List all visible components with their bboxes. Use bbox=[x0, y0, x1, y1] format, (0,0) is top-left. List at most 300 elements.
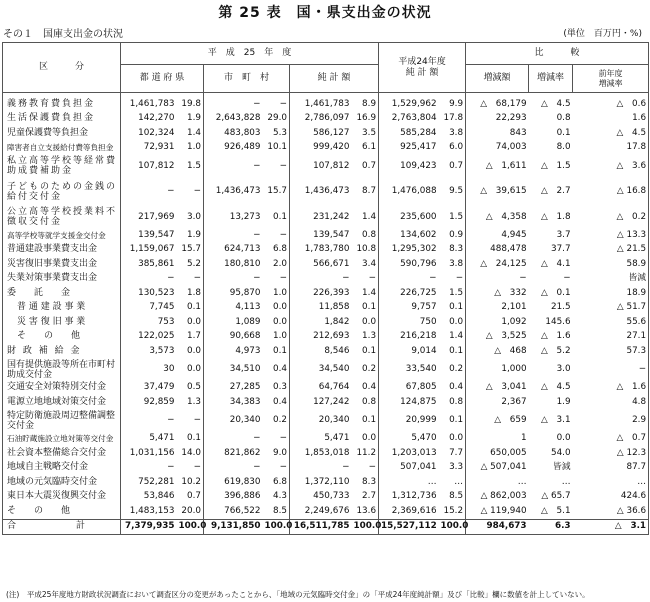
table-cell: △ 3,525 bbox=[466, 330, 529, 345]
table-cell: 55.6 bbox=[573, 315, 649, 330]
table-cell: 0.9 bbox=[449, 229, 464, 240]
table-cell: △ 468 bbox=[466, 344, 529, 359]
table-row bbox=[3, 315, 649, 330]
table-cell: △ 1.8 bbox=[541, 211, 571, 222]
table-cell: 139,547 bbox=[290, 228, 352, 243]
table-cell: 3.0 bbox=[556, 364, 571, 374]
table-cell: 1.7 bbox=[187, 331, 201, 342]
table-cell: 20.0 bbox=[181, 505, 201, 516]
table-cell: △ 0.6 bbox=[573, 93, 649, 112]
table-row bbox=[3, 228, 649, 243]
header-net: 純 計 額 bbox=[290, 65, 379, 93]
table-cell: 90,668 bbox=[204, 330, 263, 345]
table-cell: − bbox=[121, 461, 177, 476]
table-cell: 586,127 bbox=[290, 126, 352, 141]
row-label: 電源立地地域対策交付金 bbox=[3, 395, 121, 410]
table-cell: 53,846 bbox=[121, 490, 177, 505]
table-cell: △ 65.7 bbox=[541, 491, 571, 502]
table-cell: 753 bbox=[121, 315, 177, 330]
table-cell: 18.9 bbox=[573, 286, 649, 301]
table-cell: 483,803 bbox=[204, 126, 263, 141]
table-cell: 145.6 bbox=[545, 316, 571, 327]
table-cell: 0.1 bbox=[273, 345, 287, 356]
table-cell: 130,523 bbox=[121, 286, 177, 301]
table-cell: 0.0 bbox=[187, 345, 201, 356]
table-cell: − bbox=[279, 273, 287, 284]
table-cell: 1.4 bbox=[449, 331, 464, 342]
table-cell: 30 bbox=[121, 359, 177, 381]
table-cell: 100.0 bbox=[352, 519, 379, 535]
table-cell: 566,671 bbox=[290, 257, 352, 272]
row-label: 高等学校等就学支援金交付金 bbox=[3, 228, 121, 243]
table-cell: 450,733 bbox=[290, 490, 352, 505]
table-cell: 624,713 bbox=[204, 243, 263, 258]
table-cell: △ 1.6 bbox=[573, 381, 649, 396]
table-row bbox=[3, 475, 649, 490]
table-cell: − bbox=[279, 462, 287, 473]
row-label: 特定防衛施設周辺整備調整交付金 bbox=[3, 410, 121, 432]
table-cell: 7,379,935 bbox=[121, 519, 177, 535]
table-cell: 11.2 bbox=[356, 447, 377, 458]
table-cell: 11,858 bbox=[290, 301, 352, 316]
table-row bbox=[3, 272, 649, 287]
header-rate: 増減率 bbox=[529, 65, 573, 93]
table-cell: 0.4 bbox=[273, 396, 287, 407]
table-cell: 1,089 bbox=[204, 315, 263, 330]
table-cell: 1.3 bbox=[187, 396, 201, 407]
table-row bbox=[3, 257, 649, 272]
table-cell: 1,476,088 bbox=[379, 177, 439, 206]
table-cell: − bbox=[193, 273, 201, 284]
table-cell: 1,159,067 bbox=[121, 243, 177, 258]
table-cell: 4.8 bbox=[573, 395, 649, 410]
table-cell: △ 4.1 bbox=[541, 258, 571, 269]
table-cell: 1.5 bbox=[187, 160, 201, 171]
table-cell: 0.7 bbox=[362, 160, 377, 171]
row-label: 私立高等学校等経常費助成費補助金 bbox=[3, 155, 121, 177]
table-cell: 216,218 bbox=[379, 330, 439, 345]
table-cell: 0.1 bbox=[273, 211, 287, 222]
row-label: 石油貯蔵施設立地対策等交付金 bbox=[3, 432, 121, 447]
table-cell: − bbox=[204, 93, 263, 112]
table-cell: … bbox=[379, 475, 439, 490]
unit-note: (単位 百万円・%) bbox=[563, 29, 642, 39]
table-cell: 34,510 bbox=[204, 359, 263, 381]
table-cell: △ 5.2 bbox=[541, 345, 571, 356]
table-cell: 2,249,676 bbox=[290, 504, 352, 519]
table-cell: 20,340 bbox=[290, 410, 352, 432]
table-row bbox=[3, 286, 649, 301]
table-cell: 92,859 bbox=[121, 395, 177, 410]
table-cell: 58.9 bbox=[573, 257, 649, 272]
table-cell: △ 4.5 bbox=[541, 98, 571, 109]
table-cell: 235,600 bbox=[379, 206, 439, 228]
table-cell: △ 4.5 bbox=[573, 126, 649, 141]
table-cell: 19.8 bbox=[181, 98, 201, 109]
table-cell: 9.5 bbox=[449, 186, 464, 196]
row-label: 義務教育費負担金 bbox=[3, 93, 121, 112]
table-row bbox=[3, 395, 649, 410]
table-cell: − bbox=[379, 272, 439, 287]
table-cell: 0.0 bbox=[187, 364, 201, 374]
table-cell: 1.9 bbox=[556, 396, 571, 407]
table-cell: − bbox=[466, 272, 529, 287]
table-cell: 1,853,018 bbox=[290, 446, 352, 461]
table-cell: △ 4,358 bbox=[466, 206, 529, 228]
table-cell: 0.1 bbox=[187, 433, 201, 444]
table-cell: 16.9 bbox=[356, 113, 377, 124]
table-cell: 226,725 bbox=[379, 286, 439, 301]
table-cell: 0.2 bbox=[362, 364, 377, 374]
table-cell: 107,812 bbox=[121, 155, 177, 177]
table-row bbox=[3, 461, 649, 476]
table-cell: 6.0 bbox=[449, 142, 464, 153]
table-cell: − bbox=[279, 160, 287, 171]
table-cell: − bbox=[279, 433, 287, 444]
table-cell: 2,786,097 bbox=[290, 112, 352, 127]
table-cell: △ 4.5 bbox=[541, 382, 571, 393]
row-label: 国有提供施設等所在市町村助成交付金 bbox=[3, 359, 121, 381]
table-cell: − bbox=[368, 462, 377, 473]
table-cell: 5,471 bbox=[290, 432, 352, 447]
table-cell: 6.3 bbox=[529, 519, 573, 535]
table-cell: △ 24,125 bbox=[466, 257, 529, 272]
table-cell: 15.2 bbox=[443, 505, 464, 516]
table-cell: 3.0 bbox=[187, 211, 201, 222]
table-cell: 20,340 bbox=[204, 410, 263, 432]
table-cell: 0.1 bbox=[449, 415, 464, 425]
table-cell: 107,812 bbox=[290, 155, 352, 177]
table-cell: △ 21.5 bbox=[573, 243, 649, 258]
table-cell: 142,270 bbox=[121, 112, 177, 127]
table-cell: 0.0 bbox=[187, 316, 201, 327]
table-cell: 9,757 bbox=[379, 301, 439, 316]
table-cell: 37,479 bbox=[121, 381, 177, 396]
table-cell: 95,870 bbox=[204, 286, 263, 301]
table-cell: 1,461,783 bbox=[290, 93, 352, 112]
table-cell: 2,367 bbox=[466, 395, 529, 410]
table-cell: 2.0 bbox=[273, 258, 287, 269]
row-label: 災害復旧事業費支出金 bbox=[3, 257, 121, 272]
table-cell: 0.8 bbox=[556, 113, 571, 124]
table-cell: 4.3 bbox=[273, 491, 287, 502]
table-cell: 0.0 bbox=[362, 316, 377, 327]
table-cell: 0.3 bbox=[273, 382, 287, 393]
table-cell: 396,886 bbox=[204, 490, 263, 505]
table-cell: 1,529,962 bbox=[379, 93, 439, 112]
table-cell: 821,862 bbox=[204, 446, 263, 461]
table-cell: 0.1 bbox=[187, 302, 201, 313]
table-cell: 585,284 bbox=[379, 126, 439, 141]
table-cell: 15,527,112 bbox=[379, 519, 439, 535]
table-row bbox=[3, 381, 649, 396]
table-cell: 8.9 bbox=[362, 98, 377, 109]
table-cell: △ 39,615 bbox=[466, 177, 529, 206]
table-cell: 6.8 bbox=[273, 476, 287, 487]
table-cell: 4,973 bbox=[204, 344, 263, 359]
table-cell: 7.7 bbox=[449, 447, 464, 458]
table-cell: − bbox=[193, 462, 201, 473]
table-cell: 2,101 bbox=[466, 301, 529, 316]
table-cell: 124,875 bbox=[379, 395, 439, 410]
table-cell: 29.0 bbox=[267, 113, 287, 124]
table-cell: 0.1 bbox=[449, 302, 464, 313]
table-cell: 37.7 bbox=[550, 244, 571, 255]
table-cell: − bbox=[121, 410, 177, 432]
table-row bbox=[3, 359, 649, 381]
table-cell: 8.5 bbox=[273, 505, 287, 516]
table-cell: 925,417 bbox=[379, 141, 439, 156]
table-cell: 424.6 bbox=[573, 490, 649, 505]
table-cell: △ 3.1 bbox=[573, 519, 649, 535]
table-row bbox=[3, 243, 649, 258]
table-cell: 3.7 bbox=[556, 229, 571, 240]
row-label: 児童保護費等負担金 bbox=[3, 126, 121, 141]
table-row bbox=[3, 112, 649, 127]
table-cell: 54.0 bbox=[550, 447, 571, 458]
table-cell: 64,764 bbox=[290, 381, 352, 396]
table-cell: △ 3.1 bbox=[541, 415, 571, 425]
header-prefecture: 都 道 府 県 bbox=[121, 65, 204, 93]
table-cell: 1,842 bbox=[290, 315, 352, 330]
table-cell: 100.0 bbox=[439, 519, 466, 535]
table-cell: 5.3 bbox=[273, 127, 287, 138]
table-cell: 0.7 bbox=[187, 491, 201, 502]
header-h25: 平 成 25 年 度 bbox=[121, 43, 379, 65]
table-cell: 皆減 bbox=[573, 272, 649, 287]
table-cell: △ 36.6 bbox=[573, 504, 649, 519]
table-cell: … bbox=[573, 475, 649, 490]
table-cell: 1.4 bbox=[362, 287, 377, 298]
table-cell: − bbox=[193, 415, 201, 425]
table-row bbox=[3, 141, 649, 156]
table-cell: 2,763,804 bbox=[379, 112, 439, 127]
table-cell: 0.8 bbox=[362, 229, 377, 240]
header-municipality: 市 町 村 bbox=[204, 65, 290, 93]
table-subtitle: その１ 国庫支出金の状況 bbox=[3, 29, 123, 40]
total-row bbox=[3, 519, 649, 535]
header-h24: 平成24年度 純 計 額 bbox=[379, 43, 466, 93]
table-cell: △ 12.3 bbox=[573, 446, 649, 461]
table-cell: 27.1 bbox=[573, 330, 649, 345]
table-cell: 1,483,153 bbox=[121, 504, 177, 519]
table-cell: 8.3 bbox=[449, 244, 464, 255]
table-cell: 139,547 bbox=[121, 228, 177, 243]
table-row bbox=[3, 432, 649, 447]
table-cell: △ 1,611 bbox=[466, 155, 529, 177]
table-cell: − bbox=[368, 273, 377, 284]
table-cell: 1,031,156 bbox=[121, 446, 177, 461]
row-label: 子どものための金銭の給付交付金 bbox=[3, 177, 121, 206]
table-cell: 7,745 bbox=[121, 301, 177, 316]
table-cell: − bbox=[204, 155, 263, 177]
table-cell: 4,113 bbox=[204, 301, 263, 316]
table-cell: 1,783,780 bbox=[290, 243, 352, 258]
table-cell: 122,025 bbox=[121, 330, 177, 345]
table-cell: 3,573 bbox=[121, 344, 177, 359]
table-cell: 34,540 bbox=[290, 359, 352, 381]
table-row bbox=[3, 126, 649, 141]
table-cell: 766,522 bbox=[204, 504, 263, 519]
table-cell: 0.7 bbox=[449, 160, 464, 171]
table-cell: 3.8 bbox=[449, 127, 464, 138]
table-cell: 0.4 bbox=[273, 364, 287, 374]
table-cell: 5,470 bbox=[379, 432, 439, 447]
table-cell: △ 1.6 bbox=[541, 331, 571, 342]
table-cell: 0.4 bbox=[362, 382, 377, 393]
table-cell: 87.7 bbox=[573, 461, 649, 476]
table-cell: 212,693 bbox=[290, 330, 352, 345]
table-cell: 1.4 bbox=[187, 127, 201, 138]
table-cell: 999,420 bbox=[290, 141, 352, 156]
table-cell: 8.7 bbox=[362, 186, 377, 196]
table-cell: 0.1 bbox=[362, 302, 377, 313]
table-cell: 752,281 bbox=[121, 475, 177, 490]
table-cell: − bbox=[290, 461, 352, 476]
table-cell: 10.2 bbox=[181, 476, 201, 487]
table-cell: 17.8 bbox=[443, 113, 464, 124]
table-cell: 231,242 bbox=[290, 206, 352, 228]
table-row bbox=[3, 410, 649, 432]
table-cell: − bbox=[204, 432, 263, 447]
table-cell: 217,969 bbox=[121, 206, 177, 228]
table-cell: 6.8 bbox=[273, 244, 287, 255]
table-cell: 15.7 bbox=[267, 186, 287, 196]
table-cell: − bbox=[121, 272, 177, 287]
table-cell: − bbox=[193, 186, 201, 196]
table-cell: △ 507,041 bbox=[466, 461, 529, 476]
table-cell: △ 1.5 bbox=[541, 160, 571, 171]
table-cell: 16,511,785 bbox=[290, 519, 352, 535]
table-cell: 1.5 bbox=[449, 287, 464, 298]
table-row bbox=[3, 93, 649, 112]
table-row bbox=[3, 446, 649, 461]
table-cell: 2,643,828 bbox=[204, 112, 263, 127]
table-cell: 0.0 bbox=[449, 316, 464, 327]
table-cell: 984,673 bbox=[466, 519, 529, 535]
table-cell: 20,999 bbox=[379, 410, 439, 432]
table-cell: 21.5 bbox=[550, 302, 571, 313]
table-cell: 1.0 bbox=[273, 331, 287, 342]
table-cell: 1,372,110 bbox=[290, 475, 352, 490]
table-cell: − bbox=[573, 359, 649, 381]
row-label: 災 害 復 旧 事 業 bbox=[3, 315, 121, 330]
table-cell: 1.9 bbox=[187, 229, 201, 240]
table-cell: 33,540 bbox=[379, 359, 439, 381]
table-cell: 619,830 bbox=[204, 475, 263, 490]
table-cell: 385,861 bbox=[121, 257, 177, 272]
table-cell: 1.0 bbox=[187, 142, 201, 153]
table-cell: △ 0.2 bbox=[573, 206, 649, 228]
table-cell: − bbox=[204, 461, 263, 476]
table-cell: − bbox=[563, 273, 571, 284]
table-cell: 926,489 bbox=[204, 141, 263, 156]
row-label: 地域の元気臨時交付金 bbox=[3, 475, 121, 490]
table-cell: 1,436,473 bbox=[204, 177, 263, 206]
table-cell: △ 3.6 bbox=[573, 155, 649, 177]
national-subsidy-table bbox=[2, 42, 649, 535]
row-label: 交通安全対策特別交付金 bbox=[3, 381, 121, 396]
table-cell: 8.3 bbox=[362, 476, 377, 487]
table-cell: 1.3 bbox=[362, 331, 377, 342]
table-cell: 0.2 bbox=[449, 364, 464, 374]
table-cell: 1 bbox=[466, 432, 529, 447]
table-cell: 5,471 bbox=[121, 432, 177, 447]
table-cell: 0.0 bbox=[556, 433, 571, 444]
row-label: 社会資本整備総合交付金 bbox=[3, 446, 121, 461]
table-cell: 0.2 bbox=[273, 415, 287, 425]
row-label: 合 計 bbox=[3, 519, 121, 535]
table-cell: 180,810 bbox=[204, 257, 263, 272]
table-cell: 3.8 bbox=[449, 258, 464, 269]
table-cell: 6.1 bbox=[362, 142, 377, 153]
table-cell: 0.5 bbox=[187, 382, 201, 393]
table-cell: 0.1 bbox=[556, 127, 571, 138]
row-label: 委 託 金 bbox=[3, 286, 121, 301]
table-cell: 0.0 bbox=[273, 316, 287, 327]
table-cell: 1,000 bbox=[466, 359, 529, 381]
row-label: 財 政 補 給 金 bbox=[3, 344, 121, 359]
table-cell: 0.8 bbox=[449, 396, 464, 407]
table-cell: 2.9 bbox=[573, 410, 649, 432]
row-label: そ の 他 bbox=[3, 330, 121, 345]
table-row bbox=[3, 206, 649, 228]
table-cell: 5.2 bbox=[187, 258, 201, 269]
table-cell: △ 0.1 bbox=[541, 287, 571, 298]
footnote: (注) 平成25年度地方財政状況調査において調査区分の変更があったことから、「地域の元気臨時交付金」の「平成24年度純計額」及び「比較」欄に数値を計上していない。 bbox=[6, 590, 590, 599]
table-cell: 0.0 bbox=[449, 433, 464, 444]
table-cell: − bbox=[455, 273, 464, 284]
table-cell: 9.0 bbox=[273, 447, 287, 458]
table-cell: 1.5 bbox=[449, 211, 464, 222]
table-cell: 0.0 bbox=[273, 302, 287, 313]
table-cell: 1.6 bbox=[573, 112, 649, 127]
table-cell: 15.7 bbox=[181, 244, 201, 255]
page-title: 第 25 表 国・県支出金の状況 bbox=[218, 5, 432, 21]
header-change: 増減額 bbox=[466, 65, 529, 93]
table-cell: − bbox=[204, 228, 263, 243]
table-row bbox=[3, 490, 649, 505]
table-cell: … bbox=[454, 476, 464, 487]
table-cell: 34,383 bbox=[204, 395, 263, 410]
table-cell: 590,796 bbox=[379, 257, 439, 272]
table-cell: 109,423 bbox=[379, 155, 439, 177]
table-cell: 8.5 bbox=[449, 491, 464, 502]
table-row bbox=[3, 155, 649, 177]
table-cell: − bbox=[279, 98, 287, 109]
table-cell: 9,014 bbox=[379, 344, 439, 359]
table-cell: 1,295,302 bbox=[379, 243, 439, 258]
table-cell: 3.4 bbox=[362, 258, 377, 269]
table-cell: 9.9 bbox=[449, 98, 464, 109]
table-cell: 750 bbox=[379, 315, 439, 330]
table-cell: 127,242 bbox=[290, 395, 352, 410]
table-cell: 1,436,473 bbox=[290, 177, 352, 206]
table-row bbox=[3, 177, 649, 206]
row-label: そ の 他 bbox=[3, 504, 121, 519]
table-cell: − bbox=[204, 272, 263, 287]
header-category: 区 分 bbox=[3, 43, 121, 93]
table-cell: 0.4 bbox=[449, 382, 464, 393]
table-cell: △ 0.7 bbox=[573, 432, 649, 447]
table-cell: 8.0 bbox=[556, 142, 571, 153]
table-cell: 74,003 bbox=[466, 141, 529, 156]
table-cell: 1.0 bbox=[273, 287, 287, 298]
table-cell: △ 2.7 bbox=[541, 186, 571, 196]
table-cell: 1.4 bbox=[362, 211, 377, 222]
table-cell: 13,273 bbox=[204, 206, 263, 228]
table-cell: 27,285 bbox=[204, 381, 263, 396]
